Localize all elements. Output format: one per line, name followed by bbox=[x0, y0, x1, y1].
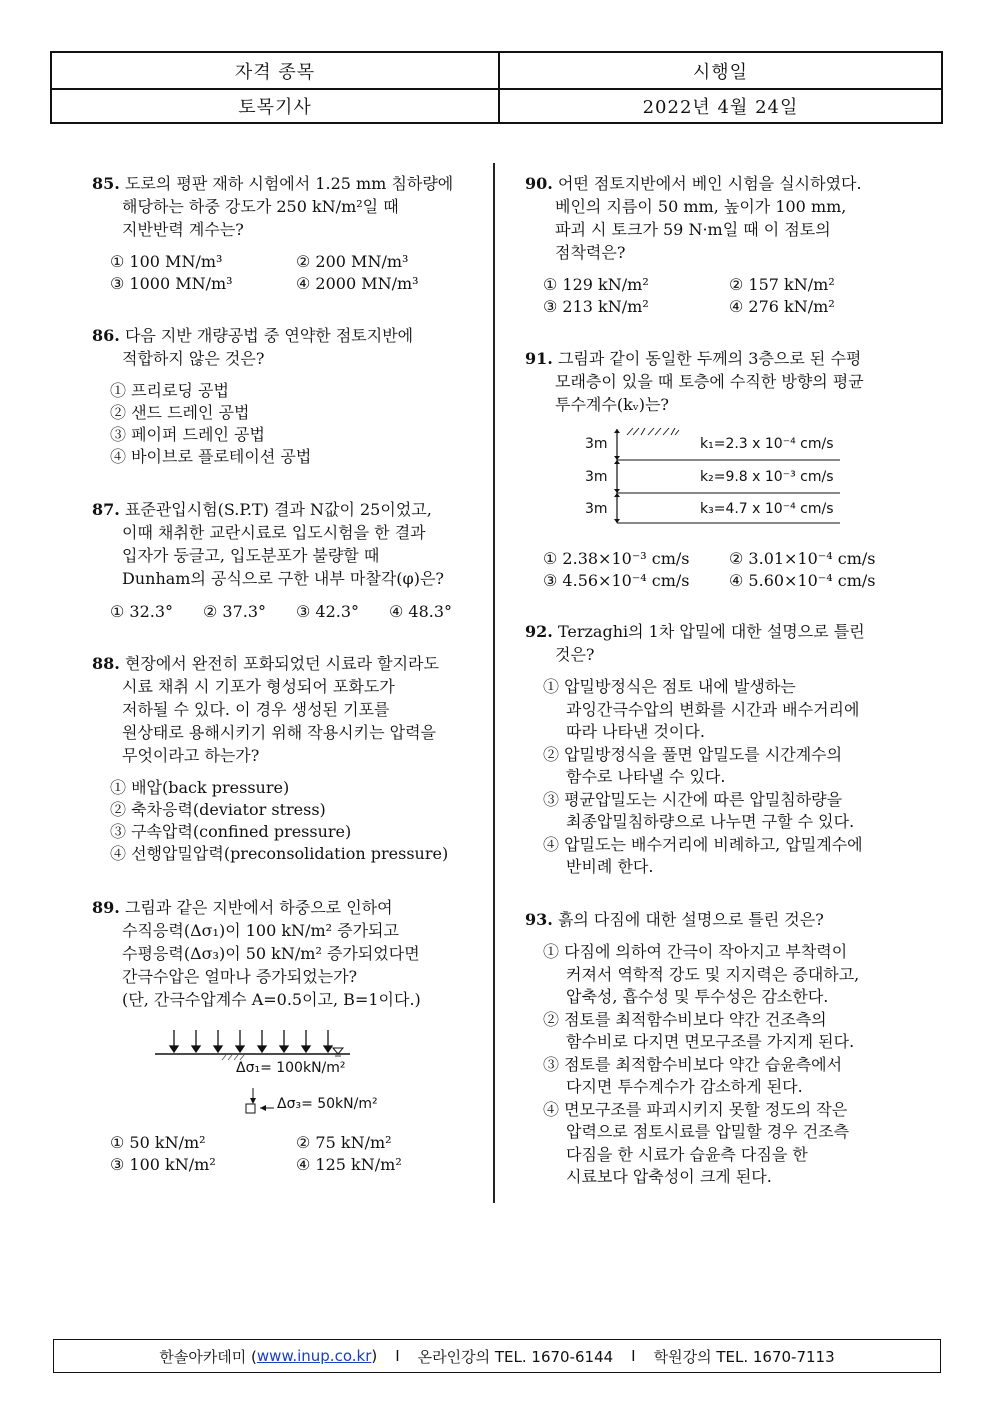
choice-2[interactable]: ② 37.3° bbox=[203, 602, 267, 621]
choice-1[interactable]: ① 32.3° bbox=[110, 602, 174, 621]
choice-1[interactable]: ① 100 MN/m³ bbox=[110, 252, 223, 271]
question-text: 흙의 다짐에 대한 설명으로 틀린 것은? bbox=[557, 910, 824, 929]
question-text: 표준관입시험(S.P.T) 결과 N값이 25이었고, bbox=[124, 500, 432, 519]
question-text: Terzaghi의 1차 압밀에 대한 설명으로 틀린 bbox=[557, 622, 865, 641]
academy-name: 한솔아카데미 ( bbox=[159, 1347, 257, 1366]
question-92 bbox=[525, 620, 915, 879]
question-93 bbox=[525, 908, 915, 1189]
question-86 bbox=[92, 324, 482, 468]
layer1-permeability: k₁=2.3 x 10⁻⁴ cm/s bbox=[700, 436, 834, 452]
layer3-permeability: k₃=4.7 x 10⁻⁴ cm/s bbox=[700, 501, 834, 517]
question-text: 수평응력(Δσ₃)이 50 kN/m² 증가되었다면 bbox=[122, 944, 420, 963]
question-text: 투수계수(kᵥ)는? bbox=[555, 395, 669, 414]
choice-1[interactable]: ① 50 kN/m² bbox=[110, 1133, 206, 1152]
choice-4[interactable]: ④ 2000 MN/m³ bbox=[296, 274, 419, 293]
question-text: 점착력은? bbox=[555, 243, 626, 262]
choices bbox=[92, 600, 482, 623]
choice-3[interactable]: ③ 4.56×10⁻⁴ cm/s bbox=[543, 571, 690, 590]
date-label: 시행일 bbox=[498, 53, 941, 88]
layer2-permeability: k₂=9.8 x 10⁻³ cm/s bbox=[700, 469, 834, 485]
load-figure bbox=[150, 1026, 410, 1126]
header-row bbox=[52, 53, 941, 88]
question-text: 그림과 같은 지반에서 하중으로 인하여 bbox=[124, 898, 393, 917]
footer-separator: I bbox=[395, 1347, 400, 1365]
choices bbox=[92, 380, 482, 468]
question-85 bbox=[92, 172, 482, 295]
question-text: 저하될 수 있다. 이 경우 생성된 기포를 bbox=[122, 700, 390, 719]
question-number: 90. bbox=[525, 174, 553, 193]
question-number: 92. bbox=[525, 622, 553, 641]
question-text: 간극수압은 얼마나 증가되었는가? bbox=[122, 967, 358, 986]
choice-3[interactable]: ③ 페이퍼 드레인 공법 bbox=[110, 425, 265, 444]
question-text: 것은? bbox=[555, 645, 595, 664]
choice-4[interactable]: ④ 125 kN/m² bbox=[296, 1155, 402, 1174]
offline-phone: 학원강의 TEL. 1670-7113 bbox=[653, 1347, 835, 1366]
choices bbox=[92, 777, 482, 865]
choices bbox=[525, 548, 915, 592]
footer-separator: I bbox=[631, 1347, 636, 1365]
date-value: 2022년 4월 24일 bbox=[498, 90, 941, 122]
question-number: 87. bbox=[92, 500, 120, 519]
choice-4[interactable]: ④ 48.3° bbox=[389, 602, 453, 621]
subject-value: 토목기사 bbox=[238, 97, 312, 118]
choice-4[interactable]: ④ 바이브로 플로테이션 공법 bbox=[110, 447, 312, 466]
choice-2[interactable]: ② 75 kN/m² bbox=[296, 1133, 392, 1152]
choice-4[interactable]: ④ 면모구조를 파괴시키지 못할 정도의 작은 압력으로 점토시료를 압밀할 경우 건조측 다짐을 한 시료가 습윤측 다짐을 한 시료보다 압축성이 크게 된다. bbox=[543, 1099, 850, 1186]
question-text: 원상태로 용해시키기 위해 작용시키는 압력을 bbox=[122, 723, 437, 742]
choices bbox=[92, 251, 482, 295]
question-number: 91. bbox=[525, 349, 553, 368]
footer-bar bbox=[53, 1339, 941, 1373]
sigma3-label: Δσ₃= 50kN/m² bbox=[277, 1096, 378, 1112]
question-text: 지반반력 계수는? bbox=[122, 220, 244, 239]
academy-paren: ) bbox=[371, 1347, 378, 1365]
choice-3[interactable]: ③ 1000 MN/m³ bbox=[110, 274, 233, 293]
choice-2[interactable]: ② 축차응력(deviator stress) bbox=[110, 800, 326, 819]
choice-2[interactable]: ② 3.01×10⁻⁴ cm/s bbox=[729, 549, 876, 568]
subject-label: 자격 종목 bbox=[234, 61, 316, 83]
choice-4[interactable]: ④ 압밀도는 배수거리에 비례하고, 압밀계수에 반비례 한다. bbox=[543, 834, 863, 876]
choice-2[interactable]: ② 압밀방정식을 풀면 압밀도를 시간계수의 함수로 나타낼 수 있다. bbox=[543, 744, 843, 786]
choice-1[interactable]: ① 다짐에 의하여 간극이 작아지고 부착력이 커져서 역학적 강도 및 지지력은 증대하고, 압축성, 흡수성 및 투수성은 감소한다. bbox=[543, 942, 860, 1006]
question-88 bbox=[92, 652, 482, 865]
choice-3[interactable]: ③ 평균압밀도는 시간에 따른 압밀침하량을 최종압밀침하량으로 나누면 구할 수 있다. bbox=[543, 789, 855, 831]
question-87 bbox=[92, 498, 482, 623]
question-text: 현장에서 완전히 포화되었던 시료라 할지라도 bbox=[124, 654, 439, 673]
question-number: 93. bbox=[525, 910, 553, 929]
choice-2[interactable]: ② 점토를 최적함수비보다 약간 건조측의 함수비로 다지면 면모구조를 가지게 된다. bbox=[543, 1009, 855, 1051]
layer3-thickness: 3m bbox=[585, 501, 608, 517]
question-text: 파괴 시 토크가 59 N·m일 때 이 점토의 bbox=[555, 220, 831, 239]
choice-3[interactable]: ③ 구속압력(confined pressure) bbox=[110, 822, 352, 841]
question-text: 그림과 같이 동일한 두께의 3층으로 된 수평 bbox=[557, 349, 862, 368]
choice-4[interactable]: ④ 선행압밀압력(preconsolidation pressure) bbox=[110, 844, 449, 863]
choices bbox=[92, 1132, 482, 1176]
question-text: 적합하지 않은 것은? bbox=[122, 349, 265, 368]
question-number: 89. bbox=[92, 898, 120, 917]
question-text: 이때 채취한 교란시료로 입도시험을 한 결과 bbox=[122, 523, 426, 542]
question-text: Dunham의 공식으로 구한 내부 마찰각(φ)은? bbox=[122, 569, 444, 588]
question-text: (단, 간극수압계수 A=0.5이고, B=1이다.) bbox=[122, 990, 421, 1009]
question-91-choices bbox=[525, 548, 915, 592]
layer1-thickness: 3m bbox=[585, 436, 608, 452]
choice-1[interactable]: ① 2.38×10⁻³ cm/s bbox=[543, 549, 690, 568]
question-text: 모래층이 있을 때 토층에 수직한 방향의 평균 bbox=[555, 372, 864, 391]
choice-3[interactable]: ③ 점토를 최적함수비보다 약간 습윤측에서 다지면 투수계수가 감소하게 된다. bbox=[543, 1054, 843, 1096]
choice-3[interactable]: ③ 213 kN/m² bbox=[543, 297, 649, 316]
question-text: 무엇이라고 하는가? bbox=[122, 746, 260, 765]
column-divider bbox=[493, 163, 495, 1203]
online-phone: 온라인강의 TEL. 1670-6144 bbox=[417, 1347, 614, 1366]
academy-website-link[interactable]: www.inup.co.kr bbox=[256, 1347, 372, 1365]
question-89-choices bbox=[92, 1132, 482, 1176]
question-text: 입자가 둥글고, 입도분포가 불량할 때 bbox=[122, 546, 380, 565]
choice-1[interactable]: ① 129 kN/m² bbox=[543, 275, 649, 294]
exam-info-table bbox=[50, 51, 943, 124]
choice-3[interactable]: ③ 42.3° bbox=[296, 602, 360, 621]
choice-2[interactable]: ② 샌드 드레인 공법 bbox=[110, 403, 250, 422]
question-number: 86. bbox=[92, 326, 120, 345]
question-89 bbox=[92, 896, 482, 1011]
value-row bbox=[52, 88, 941, 122]
choice-4[interactable]: ④ 5.60×10⁻⁴ cm/s bbox=[729, 571, 876, 590]
choices bbox=[525, 941, 915, 1189]
question-90 bbox=[525, 172, 915, 318]
choice-1[interactable]: ① 압밀방정식은 점토 내에 발생하는 과잉간극수압의 변화를 시간과 배수거리에 따라 나타낸 것이다. bbox=[543, 677, 860, 741]
choice-2[interactable]: ② 157 kN/m² bbox=[729, 275, 835, 294]
choices bbox=[525, 274, 915, 318]
question-text: 시료 채취 시 기포가 형성되어 포화도가 bbox=[122, 677, 395, 696]
question-text: 다음 지반 개량공법 중 연약한 점토지반에 bbox=[124, 326, 414, 345]
question-number: 88. bbox=[92, 654, 120, 673]
choice-1[interactable]: ① 프리로딩 공법 bbox=[110, 381, 229, 400]
question-text: 해당하는 하중 강도가 250 kN/m²일 때 bbox=[122, 197, 399, 216]
choice-2[interactable]: ② 200 MN/m³ bbox=[296, 252, 409, 271]
choice-3[interactable]: ③ 100 kN/m² bbox=[110, 1155, 216, 1174]
choices bbox=[525, 676, 915, 879]
choice-1[interactable]: ① 배압(back pressure) bbox=[110, 778, 290, 797]
question-text: 어떤 점토지반에서 베인 시험을 실시하였다. bbox=[557, 174, 862, 193]
sigma1-label: Δσ₁= 100kN/m² bbox=[236, 1060, 346, 1076]
layer2-thickness: 3m bbox=[585, 469, 608, 485]
question-91 bbox=[525, 347, 915, 416]
question-number: 85. bbox=[92, 174, 120, 193]
choice-4[interactable]: ④ 276 kN/m² bbox=[729, 297, 835, 316]
question-text: 베인의 지름이 50 mm, 높이가 100 mm, bbox=[555, 197, 847, 216]
question-text: 수직응력(Δσ₁)이 100 kN/m² 증가되고 bbox=[122, 921, 399, 940]
soil-layer-figure bbox=[585, 425, 855, 527]
question-text: 도로의 평판 재하 시험에서 1.25 mm 침하량에 bbox=[124, 174, 454, 193]
